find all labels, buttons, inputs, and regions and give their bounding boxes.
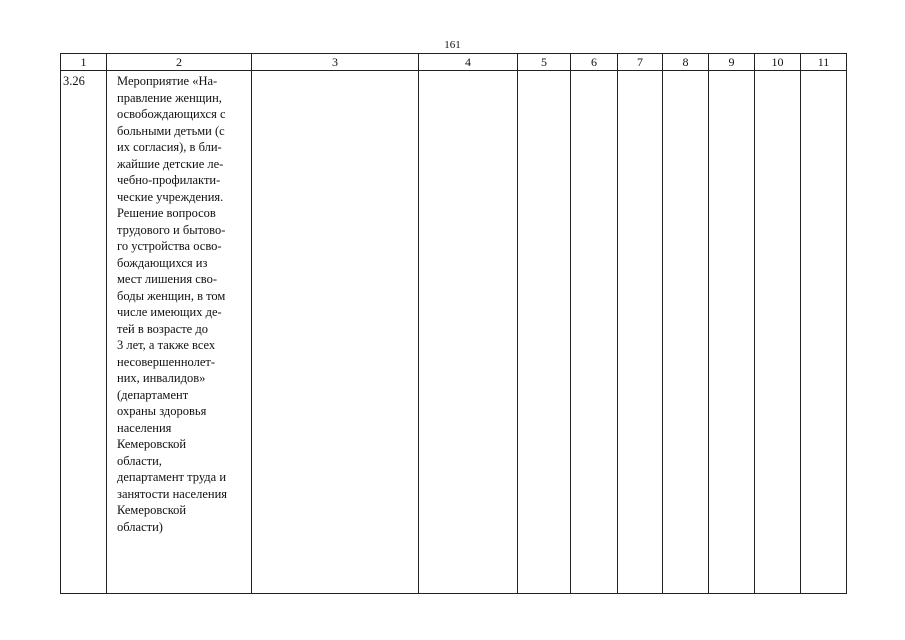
header-row [61,54,847,71]
empty-cell-col-3 [252,71,419,594]
empty-cell-col-11 [801,71,847,594]
column-header-11: 11 [801,54,847,71]
description-line: боды женщин, в том [117,288,226,303]
empty-cell-col-5 [518,71,571,594]
description-line: числе имеющих де- [117,305,222,319]
description-line: населения [117,420,172,435]
description-line: 3 лет, а также всех [117,338,216,352]
description-line: бождающихся из [117,255,208,270]
column-header-7: 7 [618,54,663,71]
empty-cell-col-10 [755,71,801,594]
description-line: го устройства осво- [117,239,222,253]
description-line: правление женщин, [117,90,222,105]
column-header-5: 5 [518,54,571,71]
description-line: мест лишения сво- [117,272,218,286]
description-line: их согласия), в бли- [117,140,222,154]
description-line: них, инвалидов» [117,371,206,385]
column-header-1: 1 [61,54,107,71]
description-line: занятости населения [117,486,228,501]
column-header-8: 8 [663,54,709,71]
description-line: несовершеннолет- [117,354,216,369]
description-line: департамент труда и [117,470,227,484]
row-number-cell: 3.26 [61,71,107,594]
description-line: Решение вопросов [117,206,216,220]
column-header-9: 9 [709,54,755,71]
description-line: освобождающихся с [117,107,226,121]
column-header-10: 10 [755,54,801,71]
column-header-4: 4 [419,54,518,71]
empty-cell-col-7 [618,71,663,594]
page-number: 161 [444,39,461,51]
description-line: больными детьми (с [117,123,225,138]
table-row [61,71,847,594]
description-line: тей в возрасте до [117,321,208,336]
description-line: области, [117,453,162,468]
empty-cell-col-6 [571,71,618,594]
description-line: жайшие детские ле- [117,156,224,171]
description-line: ческие учреждения. [117,189,224,204]
column-header-6: 6 [571,54,618,71]
empty-cell-col-4 [419,71,518,594]
description-line: (департамент [117,387,189,402]
empty-cell-col-8 [663,71,709,594]
row-description-cell [107,71,252,594]
empty-cell-col-9 [709,71,755,594]
description-line: трудового и бытово- [117,222,226,237]
description-line: Кемеровской [117,437,187,451]
document-table [60,53,847,594]
description-line: охраны здоровья [117,404,207,418]
column-header-2: 2 [107,54,252,71]
column-header-3: 3 [252,54,419,71]
description-line: чебно-профилакти- [117,173,221,187]
description-line: области) [117,519,163,534]
description-line: Мероприятие «На- [117,74,218,88]
description-line: Кемеровской [117,503,187,517]
